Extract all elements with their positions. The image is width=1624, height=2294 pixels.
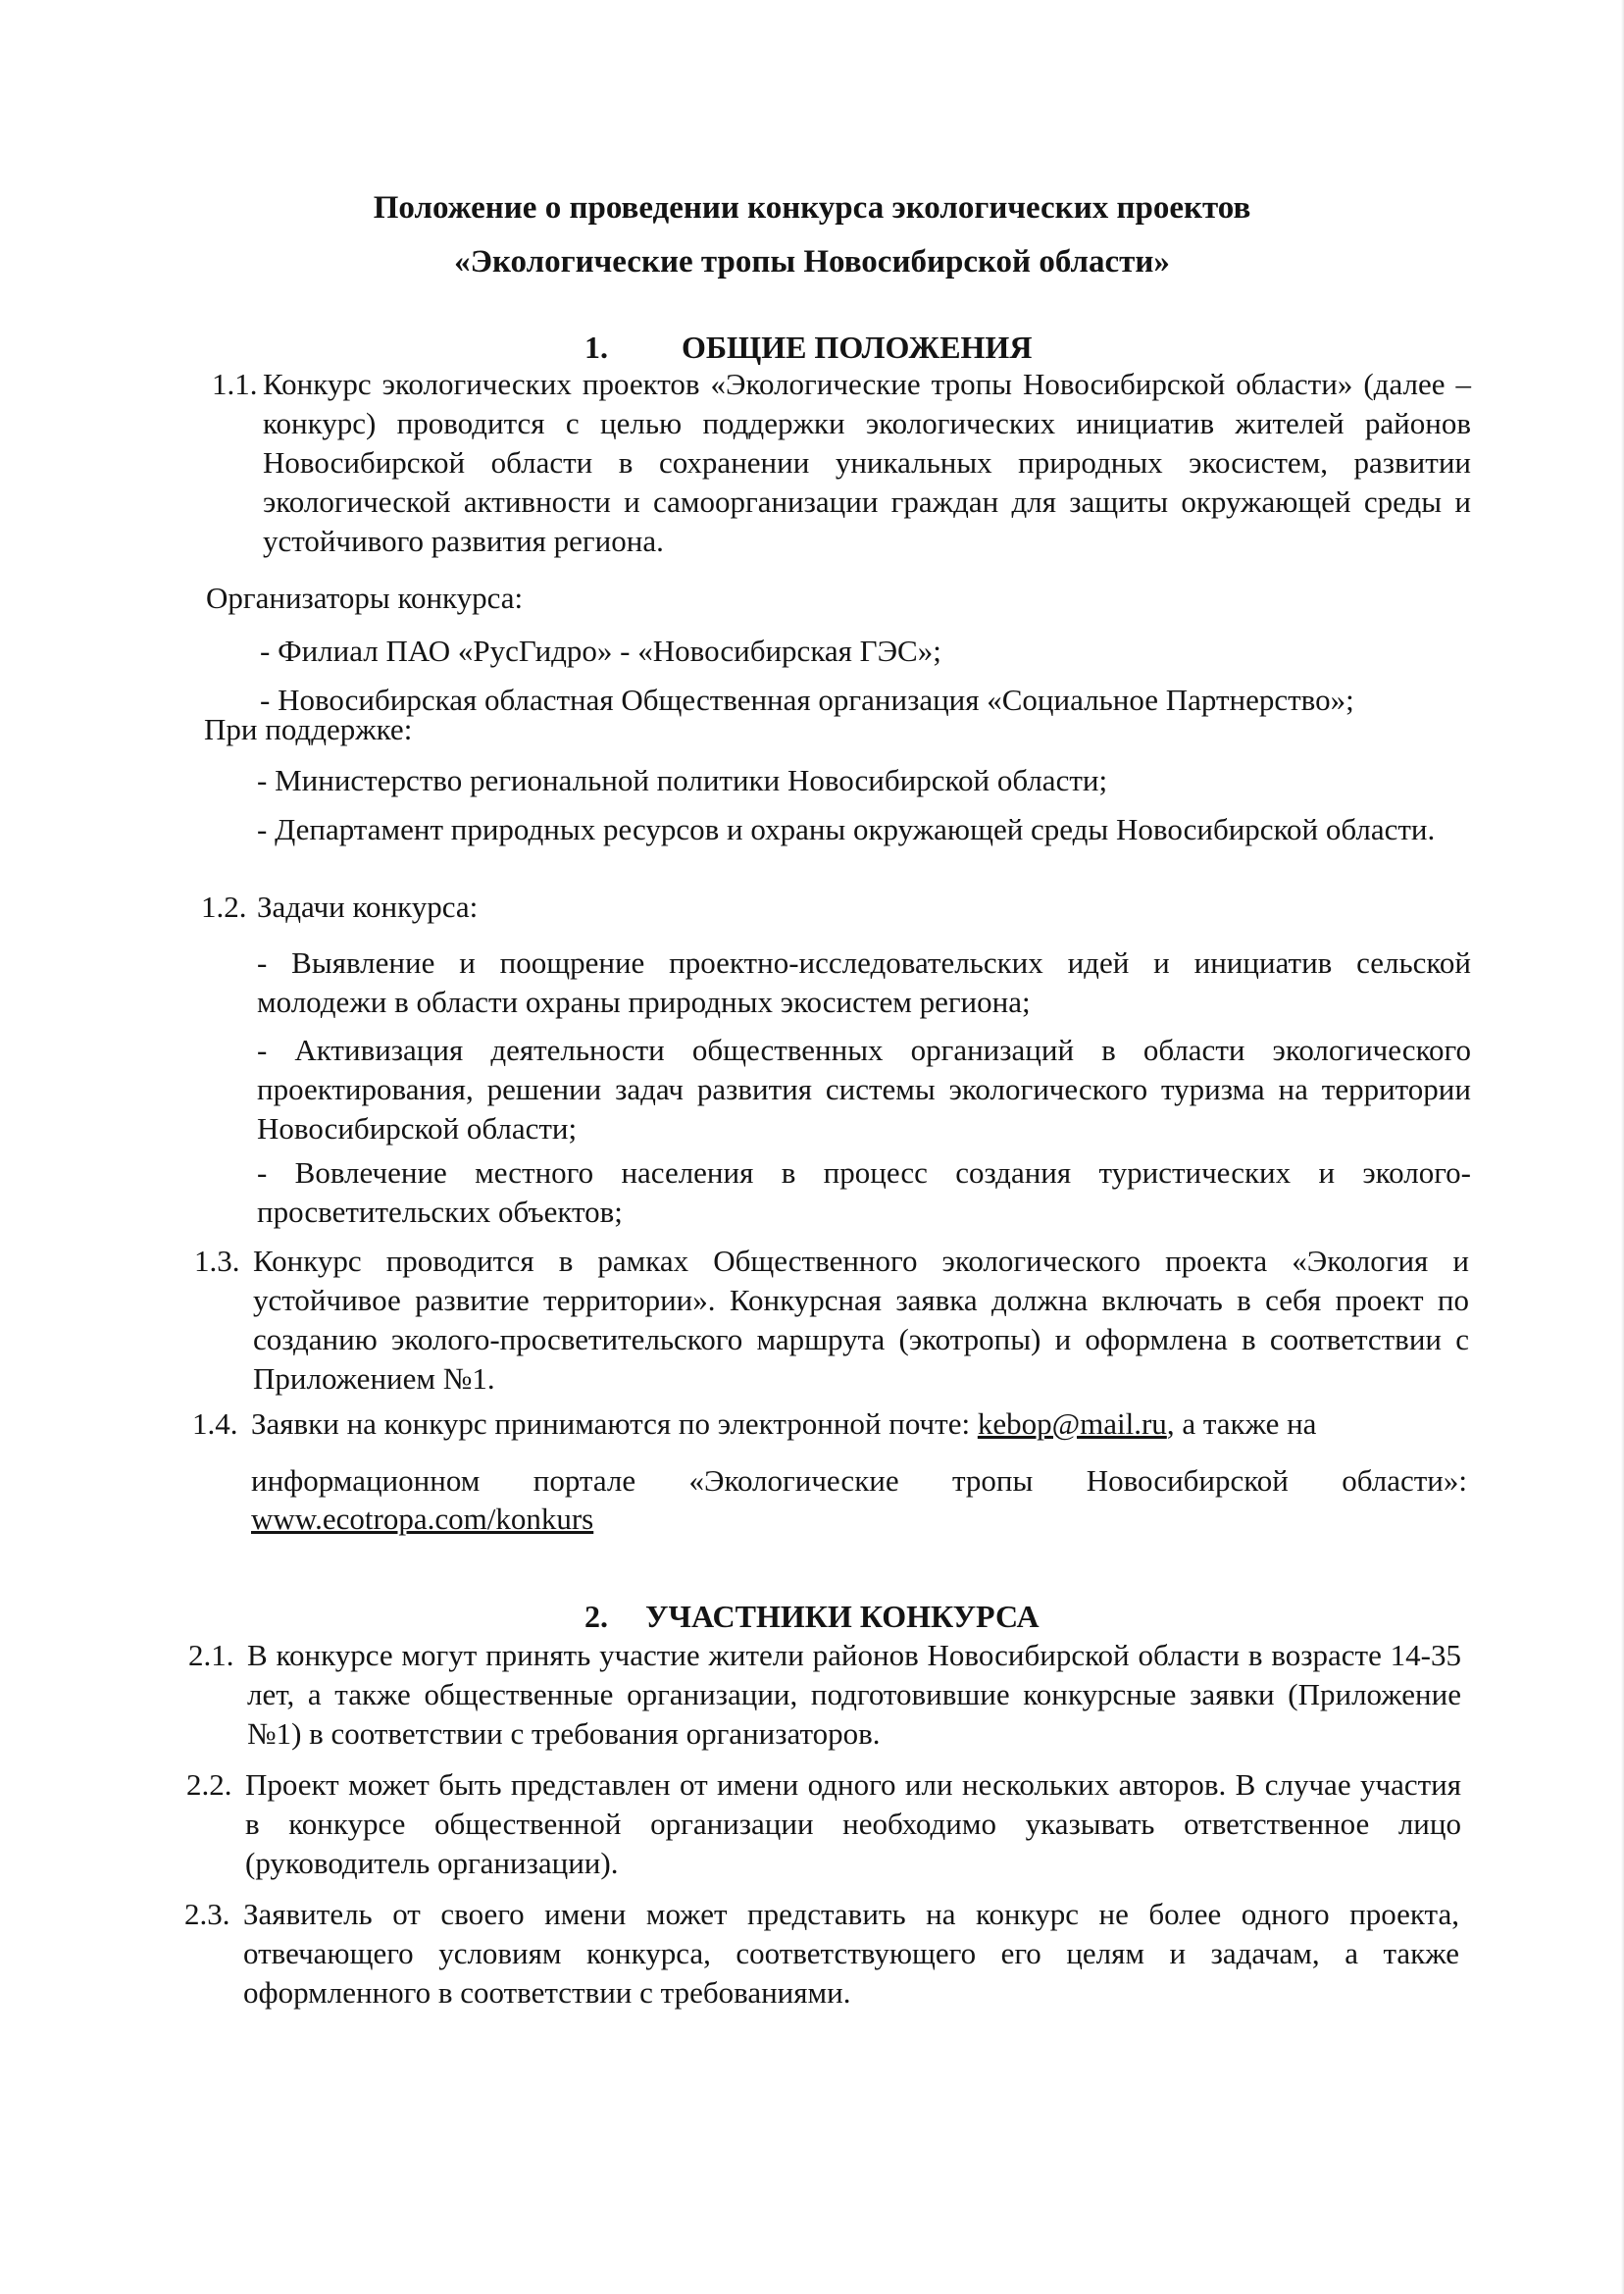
item-1-4-text-before-email: Заявки на конкурс принимаются по электронной почте: xyxy=(251,1406,971,1441)
item-2-3-text: Заявитель от своего имени может представить на конкурс не более одного проекта, отвечающего условиям конкурса, соответствующего его целям и задачам, а также оформленного в соответствии с требованиями. xyxy=(243,1897,1459,2010)
email-link[interactable]: kebop@mail.ru xyxy=(977,1406,1167,1441)
support-item-1: - Министерство региональной политики Новосибирской области; xyxy=(257,763,1108,797)
section-1-number: 1. xyxy=(584,330,608,365)
item-2-2-number: 2.2. xyxy=(186,1767,232,1802)
section-2-number: 2. xyxy=(584,1599,608,1634)
item-1-4-number: 1.4. xyxy=(192,1406,238,1441)
document-title-line-1: Положение о проведении конкурса экологических проектов xyxy=(373,190,1251,226)
item-1-3-number: 1.3. xyxy=(194,1244,240,1278)
item-1-4-line-2: информационном портале «Экологические тропы Новосибирской области»: xyxy=(251,1463,1467,1498)
organizers-label: Организаторы конкурса: xyxy=(206,581,524,615)
task-item-2: - Активизация деятельности общественных организаций в области экологического проектирования, решении задач развития системы экологического туризма на территории Новосибирской области; xyxy=(257,1033,1471,1146)
section-2-heading: УЧАСТНИКИ КОНКУРСА xyxy=(645,1599,1040,1634)
organizer-item-1: - Филиал ПАО «РусГидро» - «Новосибирская ГЭС»; xyxy=(260,634,941,668)
document-title-line-2: «Экологические тропы Новосибирской области» xyxy=(454,244,1170,280)
item-2-2-text: Проект может быть представлен от имени одного или нескольких авторов. В случае участия в конкурсе общественной организации необходимо указывать ответственное лицо (руководитель организации). xyxy=(245,1767,1461,1880)
task-item-3: - Вовлечение местного населения в процесс создания туристических и эколого-просветительских объектов; xyxy=(257,1155,1471,1229)
item-2-1-text: В конкурсе могут принять участие жители районов Новосибирской области в возрасте 14-35 лет, а также общественные организации, подготовившие конкурсные заявки (Приложение №1) в соответствии с требования организаторов. xyxy=(247,1638,1461,1751)
item-1-1-body: Конкурс экологических проектов «Экологические тропы Новосибирской области» (далее – конкурс) проводится с целью поддержки экологических инициатив жителей районов Новосибирской области в сохранении уникальных природных экосистем, развитии экологической активности и самоорганизации граждан для защиты окружающей среды и устойчивого развития региона. xyxy=(263,367,1471,558)
support-label: При поддержке: xyxy=(204,712,413,746)
task-item-1: - Выявление и поощрение проектно-исследовательских идей и инициатив сельской молодежи в области охраны природных экосистем региона; xyxy=(257,945,1471,1019)
portal-url-link[interactable]: www.ecotropa.com/konkurs xyxy=(251,1502,594,1536)
item-2-1-number: 2.1. xyxy=(188,1638,234,1672)
section-1-heading: ОБЩИЕ ПОЛОЖЕНИЯ xyxy=(682,330,1033,365)
item-1-1-number: 1.1. xyxy=(212,367,258,401)
url-link-wrap xyxy=(251,1500,593,1539)
organizer-item-2: - Новосибирская областная Общественная организация «Социальное Партнерство»; xyxy=(260,683,1354,717)
item-1-2-number: 1.2. xyxy=(201,890,247,924)
item-2-3-number: 2.3. xyxy=(184,1897,230,1931)
item-1-4-line-1 xyxy=(251,1404,1467,1444)
support-item-2: - Департамент природных ресурсов и охраны окружающей среды Новосибирской области. xyxy=(257,812,1436,846)
item-1-2-label: Задачи конкурса: xyxy=(257,890,479,924)
item-1-1-text xyxy=(263,365,1471,561)
item-1-4-text-after-email: , а также на xyxy=(1166,1406,1317,1441)
item-1-3-text: Конкурс проводится в рамках Общественного экологического проекта «Экология и устойчивое развитие территории». Конкурсная заявка должна включать в себя проект по созданию эколого-просветительского маршрута (экотропы) и оформлена в соответствии с Приложением №1. xyxy=(253,1244,1469,1396)
